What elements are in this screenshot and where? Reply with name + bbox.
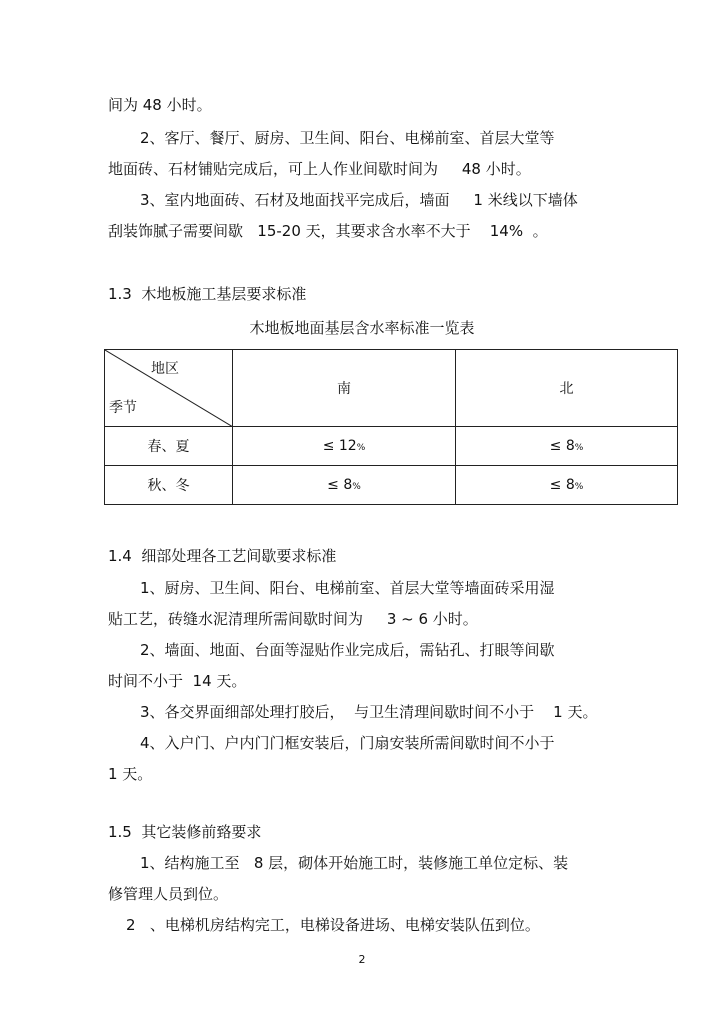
- section-heading: 1.5 其它装修前臵要求: [108, 823, 262, 841]
- text-line: 2、墙面、地面、台面等湿贴作业完成后，需钻孔、打眼等间歇: [140, 641, 555, 659]
- text-line: 3、室内地面砖、石材及地面找平完成后，墙面 1 米线以下墙体: [140, 191, 578, 209]
- text-line: 修管理人员到位。: [108, 885, 229, 903]
- text-line: 2 、电梯机房结构完工，电梯设备进场、电梯安装队伍到位。: [126, 916, 540, 934]
- text-line: 1 天。: [108, 765, 153, 783]
- value-text: ≤ 8: [549, 438, 575, 454]
- value-cell: [456, 466, 678, 505]
- text-line: 2、客厅、餐厅、厨房、卫生间、阳台、电梯前室、首层大堂等: [140, 129, 555, 147]
- section-heading: 1.3 木地板施工基层要求标准: [108, 285, 307, 303]
- text-line: 时间不小于 14 天。: [108, 672, 247, 690]
- table-caption: 木地板地面基层含水率标准一览表: [249, 319, 475, 337]
- value-text: ≤ 8: [549, 477, 575, 493]
- text-line: 1、结构施工至 8 层，砌体开始施工时，装修施工单位定标、装: [140, 854, 569, 872]
- text-line: 刮装饰腻子需要间歇 15-20 天，其要求含水率不大于 14% 。: [108, 222, 548, 240]
- value-cell: [233, 427, 456, 466]
- text-line: 1、厨房、卫生间、阳台、电梯前室、首层大堂等墙面砖采用湿: [140, 579, 555, 597]
- value-cell: [456, 427, 678, 466]
- season-cell: 秋、冬: [105, 466, 233, 505]
- corner-season-label: 季节: [109, 400, 137, 416]
- text-line: 间为 48 小时。: [108, 96, 212, 114]
- table-row: [105, 427, 678, 466]
- text-line: 4、入户门、户内门门框安装后，门扇安装所需间歇时间不小于: [140, 734, 555, 752]
- corner-region-label: 地区: [151, 361, 179, 377]
- unit-text: %: [356, 443, 366, 453]
- column-header-south: 南: [233, 350, 456, 427]
- moisture-table: [104, 349, 678, 505]
- column-header-north: 北: [456, 350, 678, 427]
- season-cell: 春、夏: [105, 427, 233, 466]
- section-heading: 1.4 细部处理各工艺间歇要求标准: [108, 547, 337, 565]
- unit-text: %: [574, 482, 584, 492]
- page-number: 2: [358, 953, 366, 966]
- text-line: 3、各交界面细部处理打胶后， 与卫生清理间歇时间不小于 1 天。: [140, 703, 598, 721]
- table-corner-cell: [105, 350, 233, 427]
- value-cell: [233, 466, 456, 505]
- text-line: 贴工艺，砖缝水泥清理所需间歇时间为 3 ~ 6 小时。: [108, 610, 478, 628]
- text-line: 地面砖、石材铺贴完成后，可上人作业间歇时间为 48 小时。: [108, 160, 531, 178]
- table-row: [105, 466, 678, 505]
- value-text: ≤ 12: [322, 438, 357, 454]
- unit-text: %: [574, 443, 584, 453]
- unit-text: %: [352, 482, 361, 492]
- value-text: ≤ 8: [327, 477, 353, 493]
